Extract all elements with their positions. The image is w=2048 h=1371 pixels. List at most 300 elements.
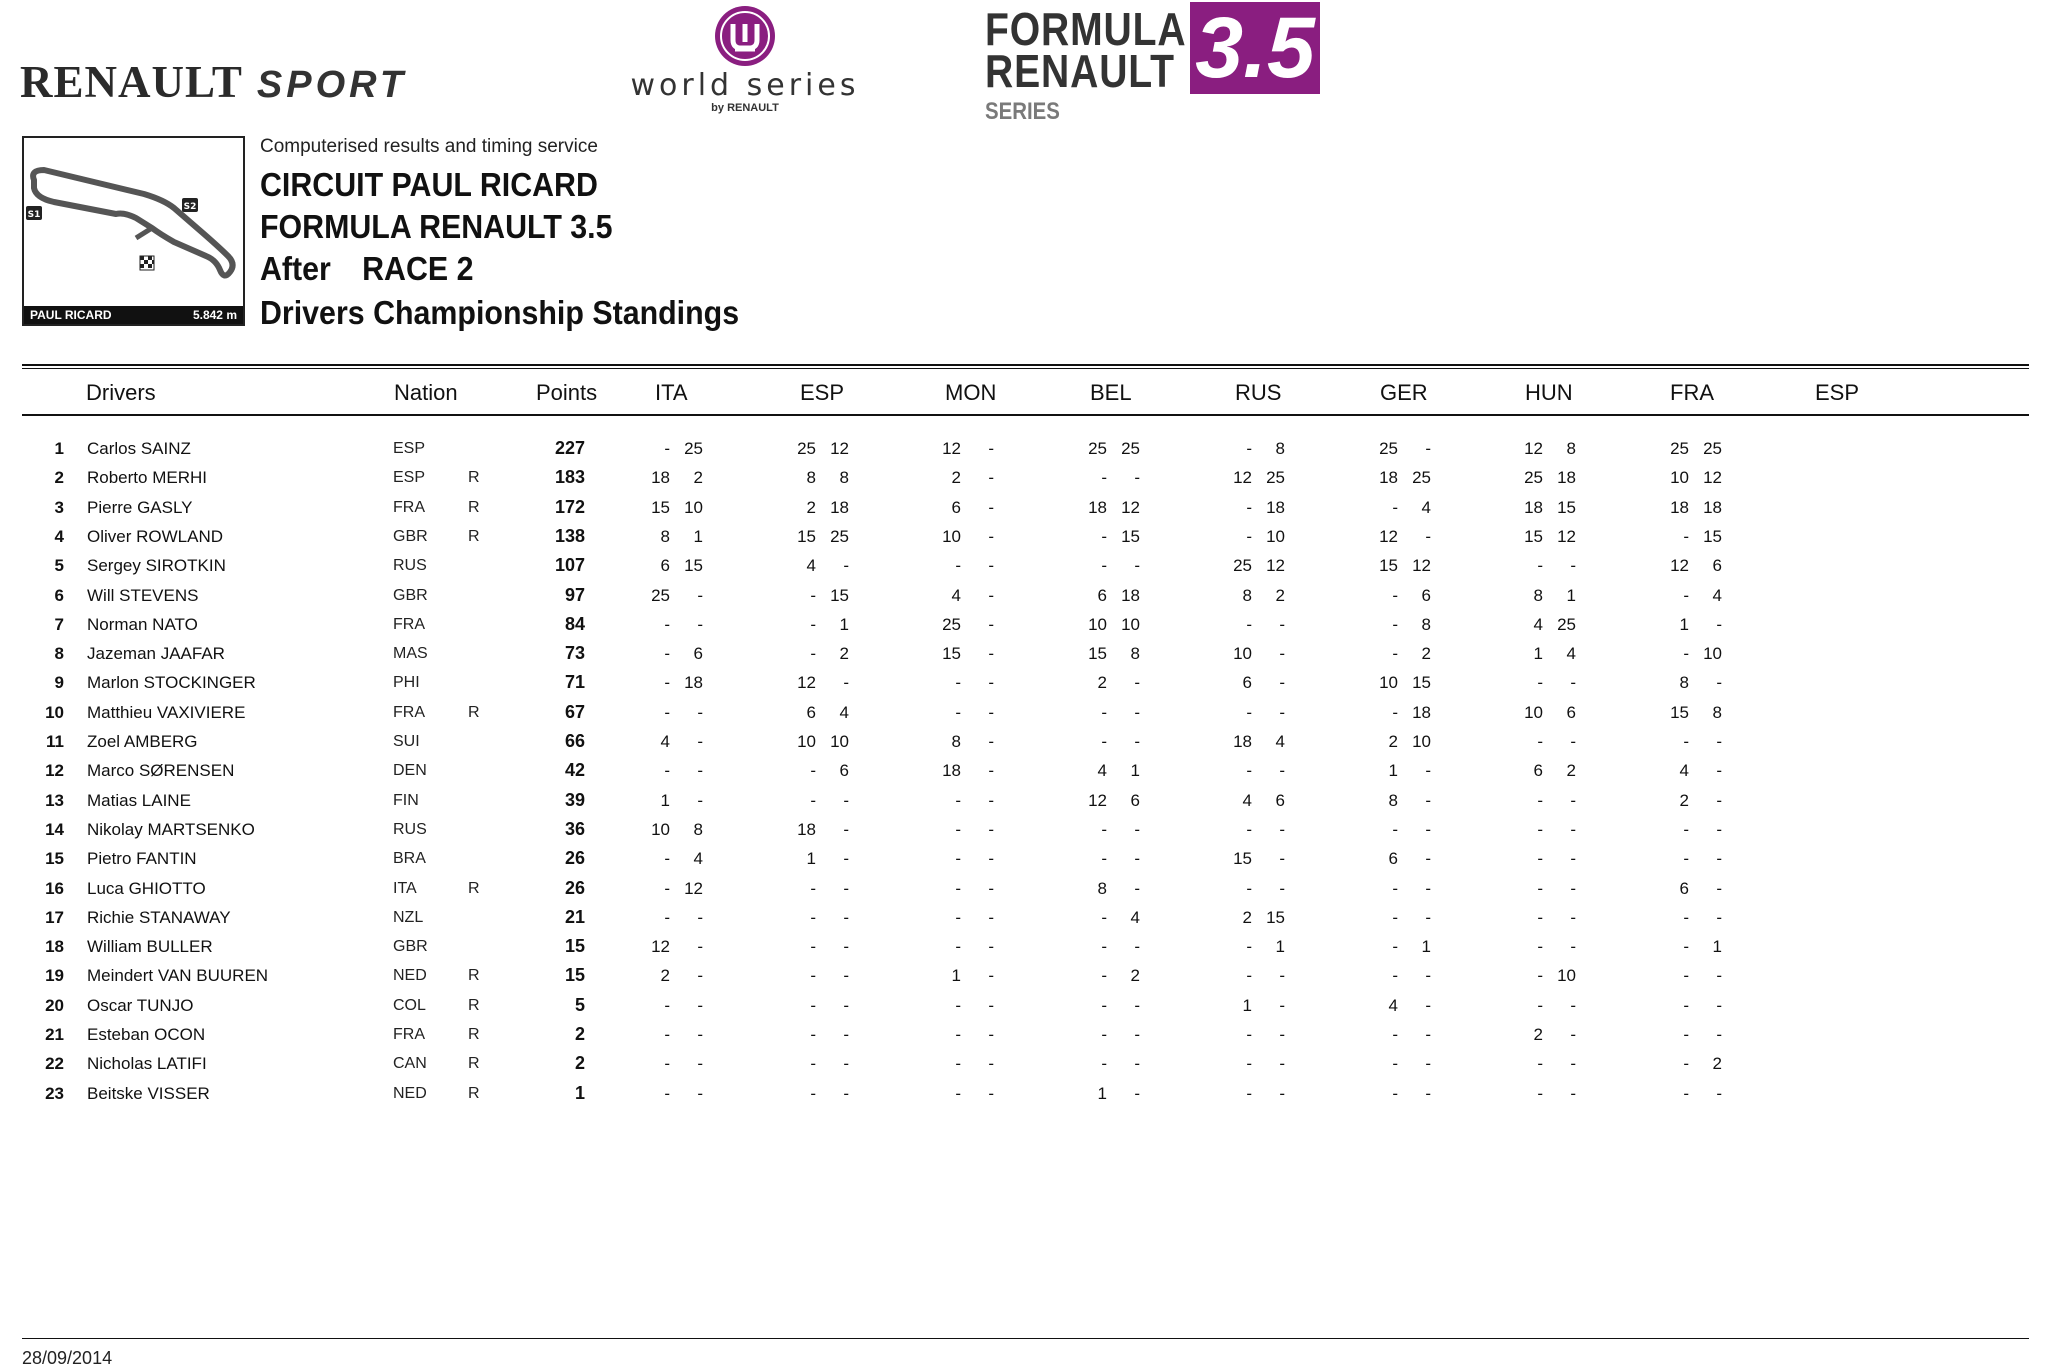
race-result: - bbox=[1134, 849, 1140, 869]
rookie-marker: R bbox=[468, 527, 480, 545]
driver-name: Nicholas LATIFI bbox=[87, 1054, 207, 1074]
column-header-event: ESP bbox=[800, 380, 845, 405]
race-result: - bbox=[810, 966, 816, 986]
race-result: 2 bbox=[806, 497, 816, 517]
race-result: 2 bbox=[951, 468, 961, 488]
rookie-marker: R bbox=[468, 1084, 480, 1102]
race-result: 6 bbox=[1679, 878, 1689, 898]
race-result: - bbox=[843, 907, 849, 927]
driver-name: Roberto MERHI bbox=[87, 468, 207, 488]
race-result: 4 bbox=[1712, 585, 1722, 605]
race-result: 18 bbox=[1266, 497, 1285, 517]
standings-row bbox=[0, 756, 2048, 785]
column-header-nation: Nation bbox=[394, 380, 458, 405]
race-result: - bbox=[1425, 790, 1431, 810]
race-result: 10 bbox=[684, 497, 703, 517]
race-result: - bbox=[955, 556, 961, 576]
race-result: 25 bbox=[1121, 439, 1140, 458]
race-result: - bbox=[1134, 995, 1140, 1015]
driver-nation: NED bbox=[393, 1084, 427, 1102]
race-result: - bbox=[697, 937, 703, 957]
race-result: - bbox=[843, 937, 849, 957]
race-result: - bbox=[1425, 761, 1431, 781]
race-result: - bbox=[988, 497, 994, 517]
race-result: - bbox=[1392, 966, 1398, 986]
race-result: - bbox=[1134, 937, 1140, 957]
race-result: - bbox=[1716, 849, 1722, 869]
race-result: - bbox=[1570, 1054, 1576, 1074]
race-result: 12 bbox=[1703, 468, 1722, 488]
race-result: 2 bbox=[1388, 732, 1398, 751]
race-result: 8 bbox=[1421, 614, 1431, 634]
driver-nation: NZL bbox=[393, 908, 424, 926]
driver-nation: FIN bbox=[393, 791, 419, 809]
race-result: - bbox=[1134, 702, 1140, 722]
position: 5 bbox=[54, 556, 64, 576]
race-result: - bbox=[1392, 614, 1398, 634]
driver-points: 26 bbox=[564, 848, 585, 869]
standings-row bbox=[0, 844, 2048, 873]
driver-nation: RUS bbox=[393, 557, 427, 575]
race-result: - bbox=[1716, 732, 1722, 751]
race-result: - bbox=[843, 556, 849, 576]
race-result: - bbox=[1537, 790, 1543, 810]
race-result: - bbox=[1392, 1083, 1398, 1103]
race-result: - bbox=[1570, 673, 1576, 693]
race-result: 8 bbox=[806, 468, 816, 488]
race-result: - bbox=[810, 761, 816, 781]
position: 22 bbox=[45, 1054, 64, 1074]
world-series-emblem-icon bbox=[585, 2, 905, 68]
column-header-event: ITA bbox=[655, 380, 688, 405]
race-result: - bbox=[1246, 614, 1252, 634]
race-result: 6 bbox=[1388, 849, 1398, 869]
race-result: - bbox=[1537, 1054, 1543, 1074]
race-result: - bbox=[1279, 1025, 1285, 1044]
race-result: 15 bbox=[797, 526, 816, 546]
race-result: - bbox=[810, 1025, 816, 1044]
race-result: 1 bbox=[1130, 761, 1140, 781]
driver-points: 227 bbox=[554, 438, 585, 458]
world-series-by-renault: by RENAULT bbox=[711, 102, 779, 114]
driver-name: Nikolay MARTSENKO bbox=[87, 819, 255, 839]
race-result: 25 bbox=[1088, 439, 1107, 458]
race-result: 6 bbox=[1242, 673, 1252, 693]
race-result: 15 bbox=[651, 497, 670, 517]
race-result: 25 bbox=[830, 526, 849, 546]
race-result: 10 bbox=[1412, 732, 1431, 751]
race-result: 2 bbox=[1275, 585, 1285, 605]
race-result: - bbox=[1683, 966, 1689, 986]
race-result: - bbox=[1537, 673, 1543, 693]
standings-row bbox=[0, 551, 2048, 580]
position: 12 bbox=[45, 761, 64, 781]
race-result: - bbox=[1246, 1025, 1252, 1044]
race-result: - bbox=[664, 878, 670, 898]
standings-row bbox=[0, 434, 2048, 463]
position: 18 bbox=[45, 937, 64, 957]
race-result: - bbox=[1101, 907, 1107, 927]
race-result: - bbox=[1425, 878, 1431, 898]
race-result: 10 bbox=[942, 526, 961, 546]
position: 19 bbox=[45, 966, 64, 986]
race-result: - bbox=[1279, 644, 1285, 664]
race-result: 1 bbox=[1533, 644, 1543, 664]
race-result: - bbox=[1570, 790, 1576, 810]
driver-points: 21 bbox=[564, 906, 585, 927]
race-result: - bbox=[1716, 761, 1722, 781]
race-result: - bbox=[697, 732, 703, 751]
driver-points: 183 bbox=[554, 467, 585, 488]
race-result: 6 bbox=[806, 702, 816, 722]
track-info-bar bbox=[24, 306, 243, 324]
race-result: - bbox=[1716, 1083, 1722, 1103]
driver-points: 5 bbox=[574, 994, 585, 1015]
race-result: 4 bbox=[1421, 497, 1431, 517]
driver-points: 71 bbox=[564, 672, 585, 693]
race-result: - bbox=[664, 995, 670, 1015]
race-result: - bbox=[1101, 732, 1107, 751]
results-service-subtitle: Computerised results and timing service bbox=[260, 136, 598, 157]
race-result: - bbox=[1134, 1054, 1140, 1074]
driver-points: 73 bbox=[564, 643, 585, 664]
race-result: 10 bbox=[1233, 644, 1252, 664]
race-result: 1 bbox=[839, 614, 849, 634]
race-result: 1 bbox=[660, 790, 670, 810]
race-result: - bbox=[1279, 849, 1285, 869]
race-result: 18 bbox=[1524, 497, 1543, 517]
column-header-event: HUN bbox=[1525, 380, 1573, 405]
driver-name: Oscar TUNJO bbox=[87, 995, 194, 1015]
driver-points: 66 bbox=[564, 731, 585, 751]
race-result: 12 bbox=[1670, 556, 1689, 576]
driver-nation: COL bbox=[393, 996, 426, 1014]
race-result: 18 bbox=[1557, 468, 1576, 488]
race-result: - bbox=[1537, 1083, 1543, 1103]
race-result: - bbox=[1570, 995, 1576, 1015]
driver-nation: GBR bbox=[393, 527, 428, 545]
race-result: 25 bbox=[1266, 468, 1285, 488]
race-result: - bbox=[1246, 526, 1252, 546]
standings-row bbox=[0, 1079, 2048, 1108]
standings-row bbox=[0, 961, 2048, 990]
rookie-marker: R bbox=[468, 469, 480, 487]
race-result: - bbox=[988, 702, 994, 722]
driver-name: Pietro FANTIN bbox=[87, 849, 197, 869]
after-label: After bbox=[260, 250, 331, 287]
race-result: 2 bbox=[693, 468, 703, 488]
race-result: - bbox=[955, 878, 961, 898]
race-result: - bbox=[697, 1083, 703, 1103]
race-result: - bbox=[1246, 937, 1252, 957]
race-result: - bbox=[1570, 732, 1576, 751]
driver-nation: FRA bbox=[393, 703, 425, 721]
driver-nation: NED bbox=[393, 967, 427, 985]
driver-nation: DEN bbox=[393, 762, 427, 780]
driver-nation: RUS bbox=[393, 820, 427, 838]
race-result: 15 bbox=[684, 556, 703, 576]
standings-title: Drivers Championship Standings bbox=[260, 294, 740, 331]
after-race-line bbox=[260, 250, 473, 288]
race-result: - bbox=[1425, 1025, 1431, 1044]
position: 21 bbox=[45, 1025, 64, 1044]
race-result: - bbox=[1246, 702, 1252, 722]
race-result: 2 bbox=[1533, 1025, 1543, 1044]
driver-name: Sergey SIROTKIN bbox=[87, 556, 226, 576]
race-result: - bbox=[988, 614, 994, 634]
driver-points: 67 bbox=[564, 701, 585, 722]
race-result: - bbox=[697, 614, 703, 634]
driver-name: Jazeman JAAFAR bbox=[87, 644, 225, 664]
race-result: 6 bbox=[1421, 585, 1431, 605]
race-result: - bbox=[1716, 614, 1722, 634]
race-result: - bbox=[1392, 1054, 1398, 1074]
race-result: 4 bbox=[1566, 644, 1576, 664]
race-result: - bbox=[1716, 819, 1722, 839]
driver-nation: GBR bbox=[393, 586, 428, 604]
race-result: - bbox=[843, 1025, 849, 1044]
race-result: - bbox=[1425, 995, 1431, 1015]
race-result: 25 bbox=[1233, 556, 1252, 576]
race-result: - bbox=[1392, 907, 1398, 927]
track-length: 5.842 m bbox=[192, 308, 237, 322]
race-result: 12 bbox=[797, 673, 816, 693]
race-result: - bbox=[1392, 1025, 1398, 1044]
race-result: 10 bbox=[1557, 966, 1576, 986]
race-result: 2 bbox=[1421, 644, 1431, 664]
rookie-marker: R bbox=[468, 967, 480, 985]
driver-points: 42 bbox=[564, 760, 585, 781]
driver-points: 107 bbox=[554, 555, 585, 576]
column-header-event: GER bbox=[1380, 380, 1428, 405]
race-result: 6 bbox=[693, 644, 703, 664]
race-result: 6 bbox=[1130, 790, 1140, 810]
race-result: 18 bbox=[942, 761, 961, 781]
race-result: - bbox=[1425, 1054, 1431, 1074]
race-result: 8 bbox=[1242, 585, 1252, 605]
race-result: - bbox=[955, 673, 961, 693]
race-result: - bbox=[1683, 1025, 1689, 1044]
race-result: - bbox=[1101, 556, 1107, 576]
race-result: - bbox=[1246, 439, 1252, 458]
race-result: 18 bbox=[1670, 497, 1689, 517]
race-result: 2 bbox=[1097, 673, 1107, 693]
race-result: - bbox=[1246, 878, 1252, 898]
rookie-marker: R bbox=[468, 498, 480, 516]
column-header-points: Points bbox=[536, 380, 598, 405]
race-result: - bbox=[1246, 819, 1252, 839]
driver-points: 1 bbox=[574, 1082, 585, 1103]
race-result: 8 bbox=[693, 819, 703, 839]
race-result: - bbox=[697, 585, 703, 605]
driver-nation: FRA bbox=[393, 1026, 425, 1043]
standings-row bbox=[0, 1049, 2048, 1078]
position: 10 bbox=[45, 702, 64, 722]
race-result: 12 bbox=[1524, 439, 1543, 458]
standings-row bbox=[0, 581, 2048, 610]
race-result: 15 bbox=[1266, 907, 1285, 927]
race-result: - bbox=[1570, 907, 1576, 927]
driver-nation: SUI bbox=[393, 733, 420, 750]
position: 6 bbox=[54, 585, 64, 605]
race-result: - bbox=[988, 849, 994, 869]
footer-rule bbox=[22, 1338, 2029, 1339]
driver-name: Zoel AMBERG bbox=[87, 732, 198, 751]
race-result: 1 bbox=[1712, 937, 1722, 957]
race-result: 6 bbox=[951, 497, 961, 517]
race-result: 2 bbox=[1712, 1054, 1722, 1074]
race-result: 1 bbox=[1242, 995, 1252, 1015]
race-result: 8 bbox=[1097, 878, 1107, 898]
race-result: - bbox=[988, 878, 994, 898]
race-result: 4 bbox=[1533, 614, 1543, 634]
race-result: - bbox=[1537, 556, 1543, 576]
race-result: 8 bbox=[1388, 790, 1398, 810]
race-result: - bbox=[843, 995, 849, 1015]
race-result: - bbox=[1279, 614, 1285, 634]
race-result: - bbox=[810, 1054, 816, 1074]
race-result: - bbox=[810, 1083, 816, 1103]
race-result: - bbox=[664, 849, 670, 869]
race-result: - bbox=[1392, 937, 1398, 957]
renault-wordmark: RENAULT bbox=[20, 57, 243, 107]
race-result: - bbox=[1570, 849, 1576, 869]
race-result: 18 bbox=[651, 468, 670, 488]
position: 14 bbox=[45, 819, 64, 839]
race-result: - bbox=[664, 439, 670, 458]
position: 16 bbox=[45, 878, 64, 898]
position: 2 bbox=[54, 468, 64, 488]
race-result: 12 bbox=[1233, 468, 1252, 488]
race-result: - bbox=[810, 614, 816, 634]
race-result: - bbox=[810, 907, 816, 927]
driver-points: 2 bbox=[574, 1024, 585, 1044]
race-result: - bbox=[1246, 1083, 1252, 1103]
race-result: 1 bbox=[951, 966, 961, 986]
race-result: 15 bbox=[1557, 497, 1576, 517]
race-result: - bbox=[1683, 526, 1689, 546]
race-result: - bbox=[988, 1054, 994, 1074]
race-result: 6 bbox=[839, 761, 849, 781]
column-header-event: MON bbox=[945, 380, 997, 405]
race-result: - bbox=[1134, 1025, 1140, 1044]
race-result: - bbox=[988, 790, 994, 810]
race-result: - bbox=[664, 1054, 670, 1074]
race-result: - bbox=[1279, 966, 1285, 986]
race-result: - bbox=[988, 732, 994, 751]
race-result: 10 bbox=[1703, 644, 1722, 664]
header-rule-top bbox=[22, 364, 2029, 366]
race-result: 8 bbox=[1712, 702, 1722, 722]
driver-nation: MAS bbox=[393, 645, 428, 663]
standings-row bbox=[0, 727, 2048, 756]
position: 23 bbox=[45, 1083, 64, 1103]
race-result: 12 bbox=[830, 439, 849, 458]
race-result: - bbox=[1425, 819, 1431, 839]
circuit-title: CIRCUIT PAUL RICARD bbox=[260, 166, 598, 203]
standings-row bbox=[0, 639, 2048, 668]
position: 7 bbox=[54, 614, 64, 634]
renault-wordmark-fr: RENAULT bbox=[985, 45, 1175, 97]
race-result: 2 bbox=[1566, 761, 1576, 781]
race-result: - bbox=[955, 790, 961, 810]
race-result: 2 bbox=[1242, 907, 1252, 927]
race-result: 25 bbox=[684, 439, 703, 458]
driver-name: Matthieu VAXIVIERE bbox=[87, 702, 246, 722]
race-result: - bbox=[1683, 995, 1689, 1015]
race-result: - bbox=[955, 907, 961, 927]
race-result: - bbox=[1279, 702, 1285, 722]
standings-row bbox=[0, 903, 2048, 932]
position: 4 bbox=[54, 526, 64, 546]
driver-nation: ESP bbox=[393, 440, 426, 457]
race-result: 18 bbox=[830, 497, 849, 517]
driver-name: Pierre GASLY bbox=[87, 497, 193, 517]
standings-row bbox=[0, 493, 2048, 522]
race-result: 10 bbox=[1379, 673, 1398, 693]
race-result: 1 bbox=[1388, 761, 1398, 781]
race-result: - bbox=[988, 966, 994, 986]
race-result: - bbox=[1716, 995, 1722, 1015]
race-result: - bbox=[1570, 1025, 1576, 1044]
driver-name: Luca GHIOTTO bbox=[87, 878, 206, 898]
race-result: - bbox=[1392, 585, 1398, 605]
race-result: - bbox=[810, 585, 816, 605]
race-result: - bbox=[1392, 644, 1398, 664]
race-result: 8 bbox=[1566, 439, 1576, 458]
race-result: - bbox=[1425, 966, 1431, 986]
race-result: - bbox=[1134, 556, 1140, 576]
race-result: 4 bbox=[1097, 761, 1107, 781]
sport-wordmark: SPORT bbox=[256, 64, 408, 106]
race-result: 8 bbox=[660, 526, 670, 546]
race-result: 4 bbox=[1679, 761, 1689, 781]
standings-row bbox=[0, 991, 2048, 1020]
race-result: 25 bbox=[942, 614, 961, 634]
driver-name: Esteban OCON bbox=[87, 1025, 206, 1044]
race-result: 4 bbox=[660, 732, 670, 751]
rookie-marker: R bbox=[468, 1026, 480, 1043]
race-result: - bbox=[664, 702, 670, 722]
race-result: 25 bbox=[1524, 468, 1543, 488]
column-header-event: FRA bbox=[1670, 380, 1714, 405]
driver-nation: PHI bbox=[393, 674, 420, 692]
race-result: 1 bbox=[1566, 585, 1576, 605]
formula-number-badge: 3.5 bbox=[1190, 2, 1320, 94]
race-result: - bbox=[1279, 1054, 1285, 1074]
race-result: 18 bbox=[1121, 585, 1140, 605]
race-result: - bbox=[1392, 878, 1398, 898]
race-result: - bbox=[988, 937, 994, 957]
race-result: 1 bbox=[1421, 937, 1431, 957]
race-result: - bbox=[1683, 644, 1689, 664]
standings-row bbox=[0, 698, 2048, 727]
race-result: 15 bbox=[1412, 673, 1431, 693]
race-result: - bbox=[664, 907, 670, 927]
race-result: - bbox=[988, 439, 994, 458]
race-result: 10 bbox=[797, 732, 816, 751]
race-result: - bbox=[1570, 878, 1576, 898]
world-series-wordmark: world series bbox=[630, 68, 860, 103]
position: 8 bbox=[54, 644, 64, 664]
race-result: 10 bbox=[1670, 468, 1689, 488]
report-date: 28/09/2014 bbox=[22, 1348, 113, 1368]
race-result: 12 bbox=[1088, 790, 1107, 810]
race-result: 4 bbox=[806, 556, 816, 576]
race-result: 10 bbox=[1121, 614, 1140, 634]
track-name: PAUL RICARD bbox=[30, 308, 112, 322]
race-result: 15 bbox=[1703, 526, 1722, 546]
